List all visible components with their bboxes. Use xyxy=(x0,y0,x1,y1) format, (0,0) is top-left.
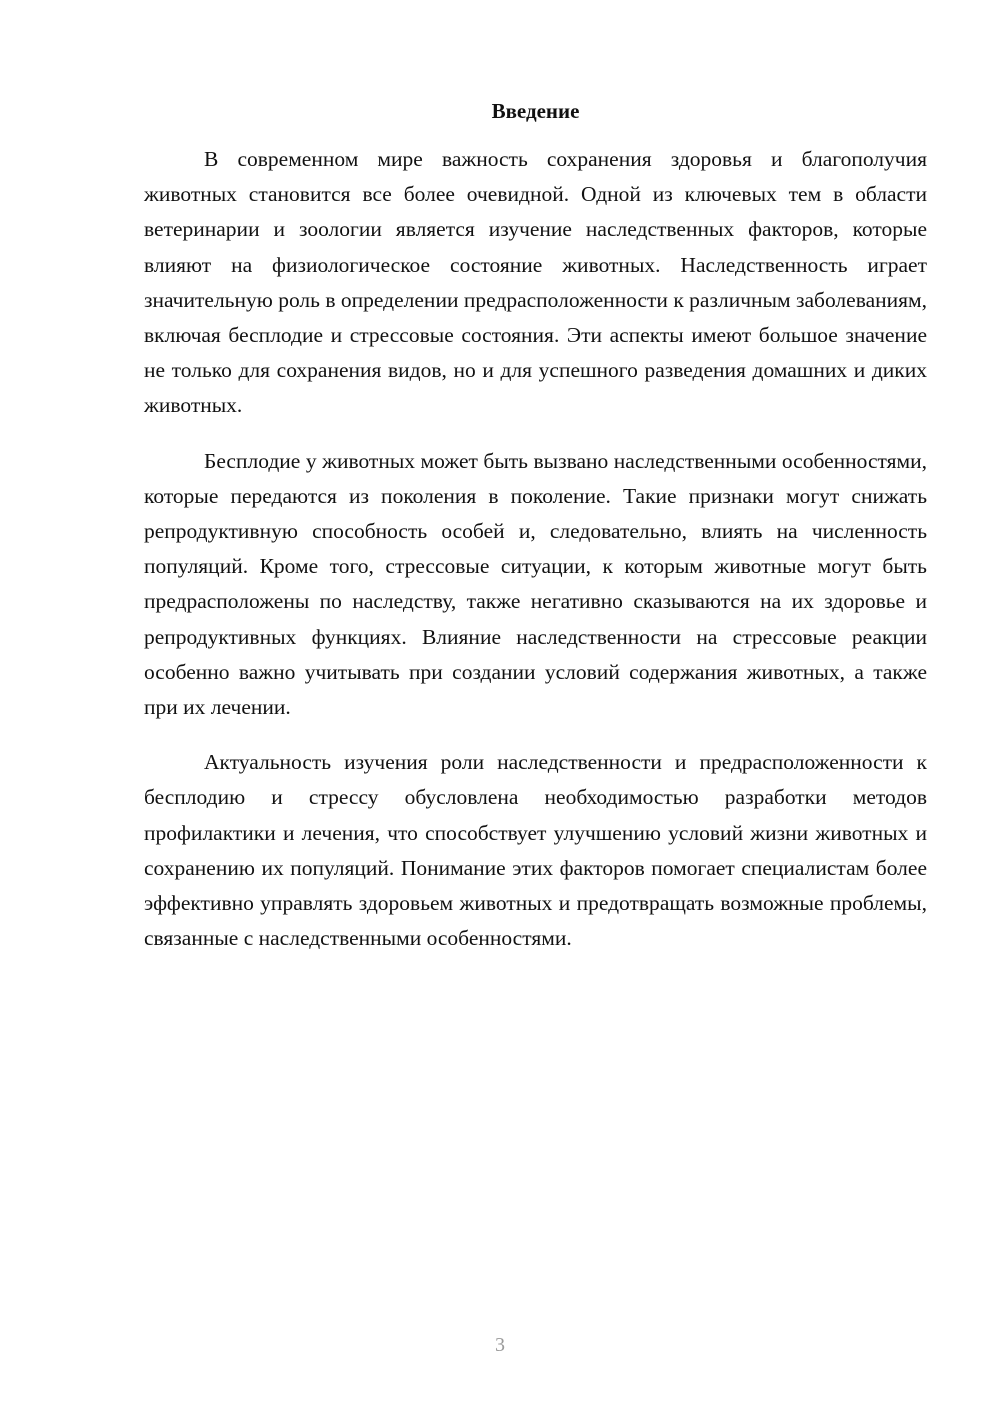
paragraph-1: В современном мире важность сохранения здоровья и благополучия животных становится все более очевидной. Одной из ключевых тем в области ветеринарии и зоологии является изучение наследственных факторов, которые влияют на физиологическое состояние животных. Наследственность играет значительную роль в определении предрасположенности к различным заболеваниям, включая бесплодие и стрессовые состояния. Эти аспекты имеют большое значение не только для сохранения видов, но и для успешного разведения домашних и диких животных. xyxy=(144,147,927,418)
section-title: Введение xyxy=(491,99,580,123)
page-number: 3 xyxy=(495,1334,505,1356)
paragraph-2: Бесплодие у животных может быть вызвано наследственными особенностями, которые передаются из поколения в поколение. Такие признаки могут снижать репродуктивную способность особей и, следовательно, влиять на численность популяций. Кроме того, стрессовые ситуации, к которым животные могут быть предрасположены по наследству, также негативно сказываются на их здоровье и репродуктивных функциях. Влияние наследственности на стрессовые реакции особенно важно учитывать при создании условий содержания животных, а также при их лечении. xyxy=(144,448,927,720)
page-content xyxy=(144,96,927,976)
paragraph-3: Актуальность изучения роли наследственности и предрасположенности к бесплодию и стрессу обусловлена необходимостью разработки методов профилактики и лечения, что способствует улучшению условий жизни животных и сохранению их популяций. Понимание этих факторов помогает специалистам более эффективно управлять здоровьем животных и предотвращать возможные проблемы, связанные с наследственными особенностями. xyxy=(144,750,927,951)
